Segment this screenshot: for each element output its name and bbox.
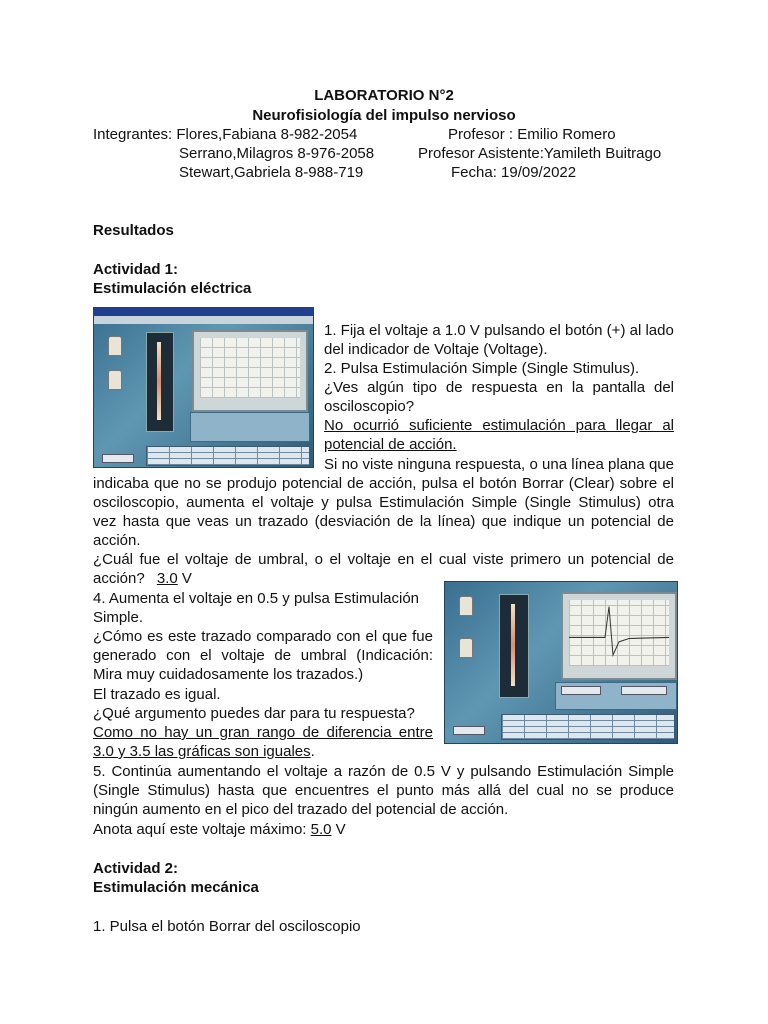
threshold-voltage-unit: V (181, 570, 192, 587)
answer-1-line-1: No ocurrió suficiente estimulación para llegar al (324, 417, 674, 434)
members-line-1: Integrantes: Flores,Fabiana 8-982-2054 (93, 126, 358, 143)
argument-answer-period: . (310, 743, 315, 760)
max-voltage-value: 5.0 (310, 821, 332, 838)
max-voltage-unit: V (335, 821, 346, 838)
threshold-question-line-2 (93, 569, 192, 588)
step-4-line-1: 4. Aumenta el voltaje en 0.5 y pulsa Estimulación (93, 590, 420, 607)
step-2: 2. Pulsa Estimulación Simple (Single Stimulus). (324, 360, 640, 377)
results-heading: Resultados (93, 222, 174, 239)
argument-answer-text: 3.0 y 3.5 las gráficas son iguales (93, 743, 311, 760)
max-voltage-line (93, 820, 346, 839)
members-line-2: Serrano,Milagros 8-976-2058 (179, 145, 375, 162)
threshold-question-text: acción? (93, 570, 145, 587)
step-5-line-3: ningún aumento en el pico del trazado del potencial de acción. (93, 801, 509, 818)
answer-1-line-2: potencial de acción. (324, 436, 457, 453)
instruction-line-1: Si no viste ninguna respuesta, o una línea plana que (324, 456, 674, 473)
argument-answer-line-2 (93, 742, 315, 761)
step-1-line-2: del indicador de Voltaje (Voltage). (324, 341, 548, 358)
action-potential-trace (569, 600, 669, 666)
question-response-line-2: osciloscopio? (324, 398, 415, 415)
activity1-heading: Actividad 1: (93, 261, 179, 278)
step-5-line-1: 5. Continúa aumentando el voltaje a razón de 0.5 V y pulsando Estimulación Simple (93, 763, 674, 780)
argument-answer-line-1: Como no hay un gran rango de diferencia entre (93, 724, 433, 741)
professor: Profesor : Emilio Romero (448, 126, 616, 143)
compare-question-line-1: ¿Cómo es este trazado comparado con el que fue (93, 628, 433, 645)
instruction-line-2: indicaba que no se produjo potencial de acción, pulsa el botón Borrar (Clear) sobre el (93, 475, 674, 492)
instruction-line-5: acción. (93, 532, 141, 549)
page-subtitle: Neurofisiología del impulso nervioso (252, 107, 516, 124)
threshold-question-line-1: ¿Cuál fue el voltaje de umbral, o el voltaje en el cual viste primero un potencial de (93, 551, 674, 568)
members-line-3: Stewart,Gabriela 8-988-719 (179, 164, 364, 181)
compare-answer: El trazado es igual. (93, 686, 221, 703)
step-4-line-2: Simple. (93, 609, 144, 626)
assistant-professor: Profesor Asistente:Yamileth Buitrago (418, 145, 662, 162)
page-title: LABORATORIO N°2 (314, 87, 454, 104)
lab-simulation-image-1 (93, 307, 314, 468)
activity1-subheading: Estimulación eléctrica (93, 280, 252, 297)
compare-question-line-3: Mira muy cuidadosamente los trazados.) (93, 666, 364, 683)
step-1-line-1: 1. Fija el voltaje a 1.0 V pulsando el botón (+) al lado (324, 322, 674, 339)
compare-question-line-2: generado con el voltaje de umbral (Indicación: (93, 647, 433, 664)
lab-simulation-image-2 (444, 581, 678, 744)
activity2-step-1: 1. Pulsa el botón Borrar del osciloscopio (93, 918, 361, 935)
activity2-heading: Actividad 2: (93, 860, 179, 877)
instruction-line-4: vez hasta que veas un trazado (desviación de la línea) que indique un potencial de (93, 513, 674, 530)
threshold-voltage-value: 3.0 (156, 570, 178, 587)
question-response-line-1: ¿Ves algún tipo de respuesta en la pantalla del (324, 379, 674, 396)
activity2-subheading: Estimulación mecánica (93, 879, 259, 896)
step-5-line-2: (Single Stimulus) hasta que encuentres el punto más allá del cual no se produce (93, 782, 674, 799)
date: Fecha: 19/09/2022 (451, 164, 577, 181)
instruction-line-3: osciloscopio, aumenta el voltaje y pulsa Estimulación Simple (Single Stimulus) otra (93, 494, 674, 511)
argument-question: ¿Qué argumento puedes dar para tu respuesta? (93, 705, 415, 722)
max-voltage-text: Anota aquí este voltaje máximo: (93, 821, 307, 838)
